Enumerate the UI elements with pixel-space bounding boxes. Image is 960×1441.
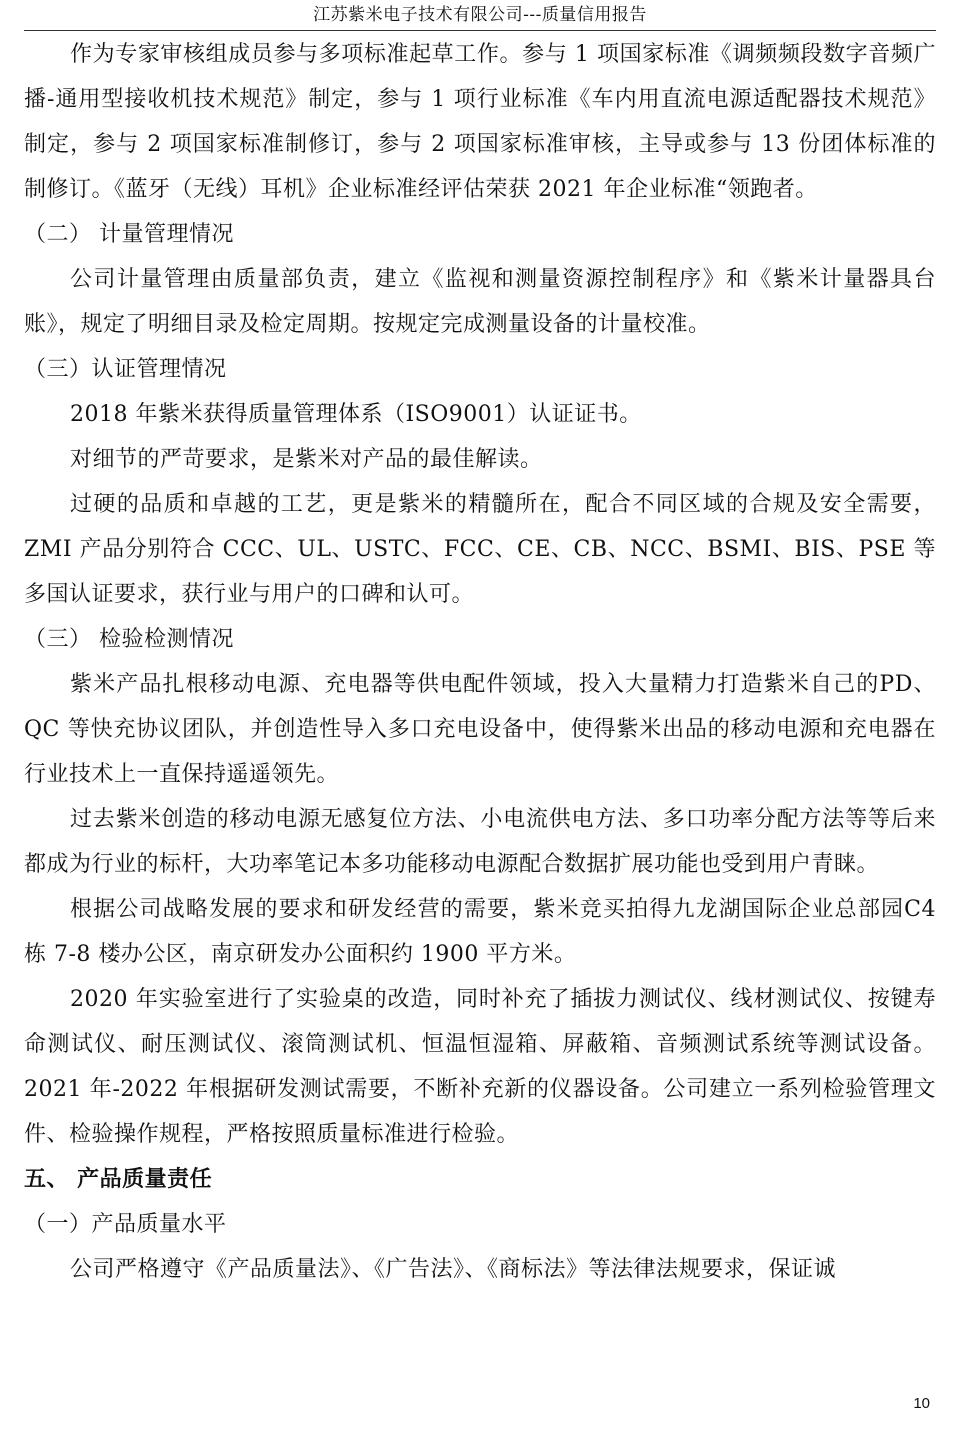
paragraph-compliance: 过硬的品质和卓越的工艺，更是紫米的精髓所在，配合不同区域的合规及安全需要，ZMI 产品分别符合 CCC、UL、USTC、FCC、CE、CB、NCC、BSMI、BIS、PSE 等多国认证要求，获行业与用户的口碑和认可。 [24, 492, 936, 607]
subheading-inspection: （三） 检验检测情况 [24, 627, 234, 652]
paragraph-metrology: 公司计量管理由质量部负责，建立《监视和测量资源控制程序》和《紫米计量器具台账》，规定了明细目录及检定周期。按规定完成测量设备的计量校准。 [24, 267, 936, 337]
paragraph-iso9001: 2018 年紫米获得质量管理体系（ISO9001）认证证书。 [70, 402, 642, 427]
page-number: 10 [913, 1395, 930, 1412]
subheading-certification: （三）认证管理情况 [24, 357, 227, 382]
page-header: 江苏紫米电子技术有限公司---质量信用报告 [24, 0, 936, 31]
paragraph-office: 根据公司战略发展的要求和研发经营的需要，紫米竞买拍得九龙湖国际企业总部园C4 栋 7-8 楼办公区，南京研发办公面积约 1900 平方米。 [24, 897, 936, 967]
paragraph-legal-compliance: 公司严格遵守《产品质量法》、《广告法》、《商标法》等法律法规要求，保证诚 [70, 1257, 837, 1282]
paragraph-laboratory: 2020 年实验室进行了实验桌的改造，同时补充了插拔力测试仪、线材测试仪、按键寿命测试仪、耐压测试仪、滚筒测试机、恒温恒湿箱、屏蔽箱、音频测试系统等测试设备。2021 年-2022 年根据研发测试需要，不断补充新的仪器设备。公司建立一系列检验管理文件、检验操作规程，严格按照质量标准进行检验。 [24, 987, 936, 1147]
paragraph-standards: 作为专家审核组成员参与多项标准起草工作。参与 1 项国家标准《调频频段数字音频广播-通用型接收机技术规范》制定，参与 1 项行业标准《车内用直流电源适配器技术规范》制定，参与 2 项国家标准制修订，参与 2 项国家标准审核，主导或参与 13 份团体标准的制修订。《蓝牙（无线）耳机》企业标准经评估荣获 2021 年企业标准“领跑者。 [24, 42, 936, 202]
subheading-metrology: （二） 计量管理情况 [24, 222, 234, 247]
document-body [24, 32, 936, 1292]
section-heading-quality-responsibility: 五、 产品质量责任 [24, 1166, 213, 1192]
subheading-quality-level: （一）产品质量水平 [24, 1212, 227, 1237]
paragraph-innovations: 过去紫米创造的移动电源无感复位方法、小电流供电方法、多口功率分配方法等等后来都成为行业的标杆，大功率笔记本多功能移动电源配合数据扩展功能也受到用户青睐。 [24, 807, 936, 877]
paragraph-fast-charge: 紫米产品扎根移动电源、充电器等供电配件领域，投入大量精力打造紫米自己的PD、QC 等快充协议团队，并创造性导入多口充电设备中，使得紫米出品的移动电源和充电器在行业技术上一直保持遥遥领先。 [24, 672, 936, 787]
paragraph-details: 对细节的严苛要求，是紫米对产品的最佳解读。 [70, 447, 543, 472]
